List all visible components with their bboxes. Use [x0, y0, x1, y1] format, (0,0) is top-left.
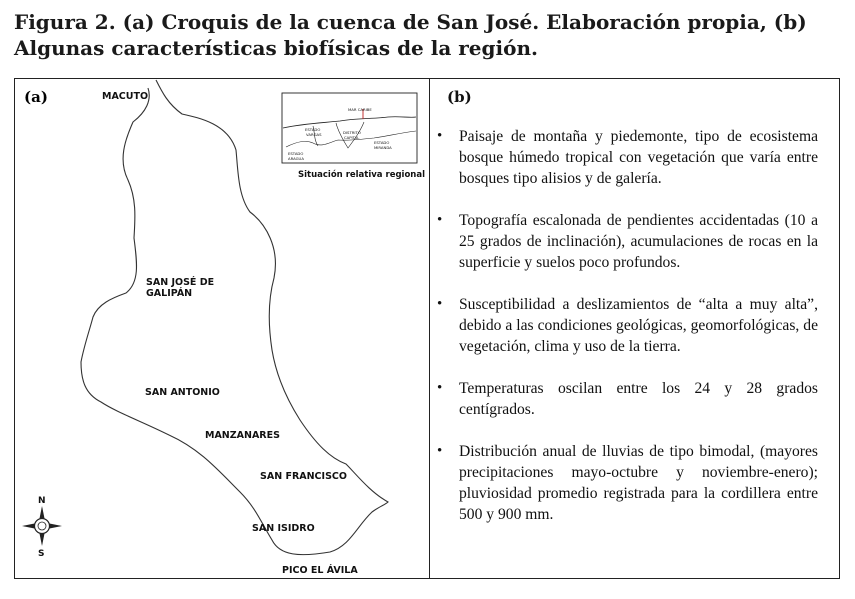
inset-caption: Situación relativa regional: [298, 170, 426, 180]
inset-miranda-line2: MIRANDA: [374, 145, 392, 150]
panel-a-label: (a): [24, 88, 48, 106]
regional-inset-map: [282, 93, 417, 163]
characteristics-list: [437, 126, 818, 525]
place-san-jose-line2: GALIPÁN: [146, 288, 193, 299]
list-item: • Topografía escalonada de pendientes accidentadas (10 a 25 grados de inclinación), acumulaciones de rocas en la superficie y suelos poco profundos.: [437, 210, 818, 273]
inset-aragua-line2: ARAGUA: [288, 156, 304, 161]
list-item: • Distribución anual de lluvias de tipo bimodal, (mayores precipitaciones mayo-octubre y noviembre-enero); pluviosidad promedio registrada para la cordillera entre 500 y 900 mm.: [437, 441, 818, 525]
place-macuto: MACUTO: [102, 91, 149, 102]
place-san-isidro: SAN ISIDRO: [252, 523, 315, 534]
list-item: • Temperaturas oscilan entre los 24 y 28 grados centígrados.: [437, 378, 818, 420]
list-item: • Paisaje de montaña y piedemonte, tipo de ecosistema bosque húmedo tropical con vegetación que varía entre bosques tipo alisios y de galería.: [437, 126, 818, 189]
panel-b-label: (b): [447, 88, 472, 106]
figure-title: Figura 2. (a) Croquis de la cuenca de San José. Elaboración propia, (b) Algunas características biofísicas de la región.: [14, 10, 807, 60]
place-san-jose-line1: SAN JOSÉ DE: [146, 277, 215, 288]
watershed-sketch-map: [15, 79, 428, 578]
panel-divider: [429, 78, 430, 579]
inset-vargas-line1: ESTADO: [305, 127, 321, 132]
inset-vargas-line2: VARGAS: [306, 132, 322, 137]
compass-south-label: S: [38, 549, 45, 559]
place-pico-el-avila: PICO EL ÁVILA: [282, 565, 358, 576]
inset-miranda-line1: ESTADO: [374, 140, 390, 145]
place-san-francisco: SAN FRANCISCO: [260, 471, 347, 482]
inset-aragua-line1: ESTADO: [288, 151, 304, 156]
place-san-antonio: SAN ANTONIO: [145, 387, 220, 398]
list-item: • Susceptibilidad a deslizamientos de “alta a muy alta”, debido a las condiciones geológicas, geomorfológicas, de vegetación, clima y uso de la tierra.: [437, 294, 818, 357]
north-arrow-icon: [22, 506, 62, 546]
inset-distrito-line2: CAPITAL: [344, 135, 360, 140]
place-manzanares: MANZANARES: [205, 430, 280, 441]
inset-distrito-line1: DISTRITO: [343, 130, 361, 135]
compass-north-label: N: [38, 496, 46, 506]
inset-mar-caribe: MAR CARIBE: [348, 107, 372, 112]
